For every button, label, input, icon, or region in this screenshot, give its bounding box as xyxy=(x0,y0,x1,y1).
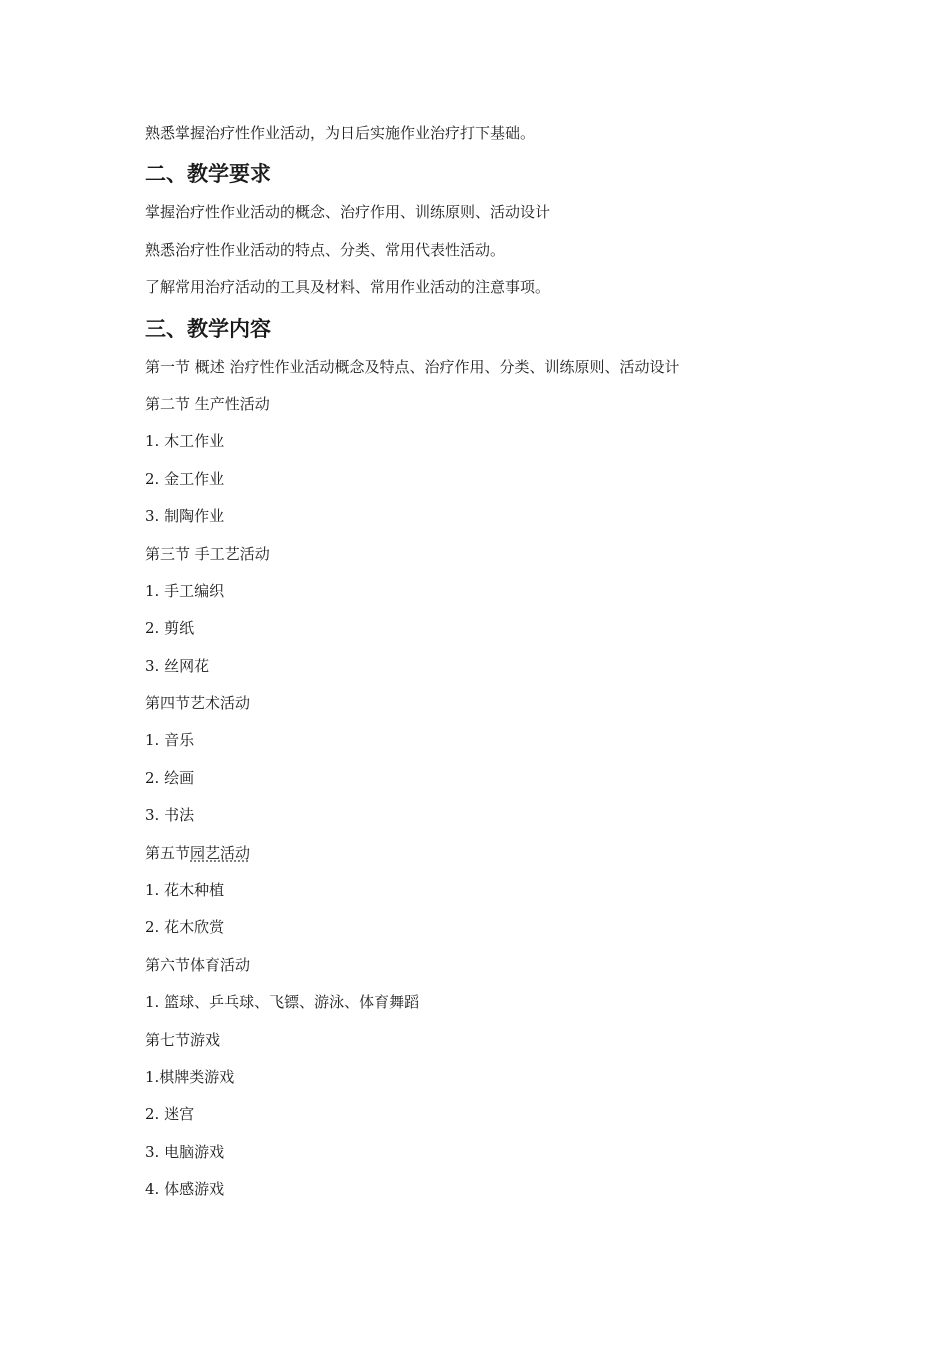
list-item: 2. 金工作业 xyxy=(145,469,225,488)
list-item: 3. 书法 xyxy=(145,806,195,825)
list-item: 3. 丝网花 xyxy=(145,656,210,675)
list-item: 2. 绘画 xyxy=(145,768,195,787)
chapter-1-title: 第一节 概述 治疗性作业活动概念及特点、治疗作用、分类、训练原则、活动设计 xyxy=(145,357,680,376)
chapter-5-title xyxy=(145,842,845,864)
list-item: 1. 手工编织 xyxy=(145,581,225,600)
list-item: 1. 花木种植 xyxy=(145,881,225,900)
list-item: 1. 音乐 xyxy=(145,731,195,750)
chapter-3-title: 第三节 手工艺活动 xyxy=(145,544,270,563)
list-item: 2. 花木欣赏 xyxy=(145,918,225,937)
list-item: 1.棋牌类游戏 xyxy=(145,1067,235,1086)
list-item: 2. 迷宫 xyxy=(145,1105,195,1124)
chapter-5-marked-text: 园艺活动 xyxy=(190,843,251,862)
section-heading-requirements: 二、教学要求 xyxy=(145,162,271,187)
list-item: 3. 制陶作业 xyxy=(145,507,225,526)
list-item: 1. 木工作业 xyxy=(145,432,225,451)
intro-line: 熟悉掌握治疗性作业活动，为日后实施作业治疗打下基础。 xyxy=(145,124,536,142)
list-item: 2. 剪纸 xyxy=(145,619,195,638)
list-item: 3. 电脑游戏 xyxy=(145,1142,225,1161)
list-item: 1. 篮球、乒乓球、飞镖、游泳、体育舞蹈 xyxy=(145,993,420,1012)
requirement-line: 了解常用治疗活动的工具及材料、常用作业活动的注意事项。 xyxy=(145,278,551,297)
chapter-7-title: 第七节游戏 xyxy=(145,1030,221,1049)
list-item: 4. 体感游戏 xyxy=(145,1180,225,1199)
chapter-5-prefix: 第五节 xyxy=(145,843,191,862)
requirement-line: 熟悉治疗性作业活动的特点、分类、常用代表性活动。 xyxy=(145,240,506,259)
chapter-6-title: 第六节体育活动 xyxy=(145,955,251,974)
requirement-line: 掌握治疗性作业活动的概念、治疗作用、训练原则、活动设计 xyxy=(145,203,551,222)
document-page xyxy=(145,122,845,1216)
chapter-2-title: 第二节 生产性活动 xyxy=(145,394,270,413)
section-heading-content: 三、教学内容 xyxy=(145,316,271,341)
chapter-4-title: 第四节艺术活动 xyxy=(145,694,251,713)
